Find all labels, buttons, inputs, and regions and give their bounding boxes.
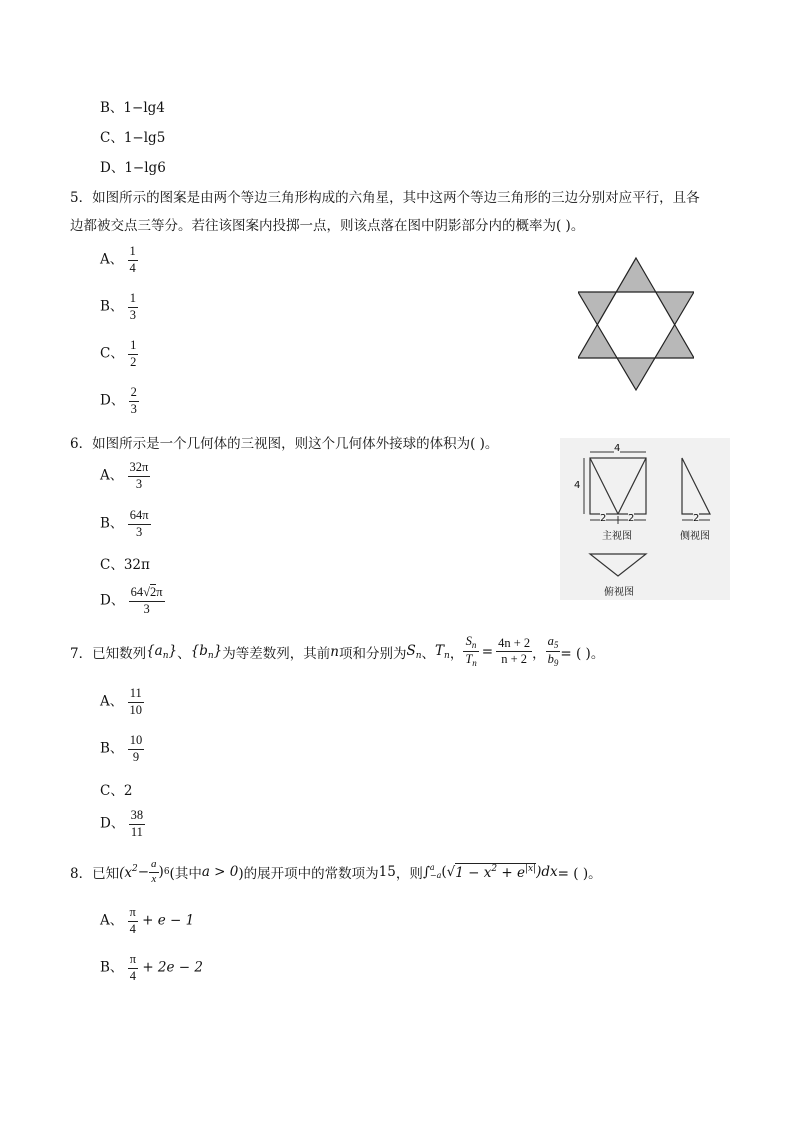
fraction — [128, 244, 138, 276]
radicand: 2 — [150, 585, 157, 599]
seq-a-close: } — [168, 642, 178, 659]
numerator — [129, 585, 165, 602]
q6-option-b — [100, 508, 151, 540]
num-coef: 64 — [130, 585, 144, 599]
integral-bounds — [430, 864, 441, 880]
q6-option-c — [100, 553, 150, 573]
ratio-S: S — [465, 634, 472, 648]
denominator: 4 — [129, 968, 136, 983]
question-tail: = ( )。 — [560, 645, 605, 662]
question-text: ，则 — [395, 866, 423, 883]
sqrt-text: 1 − x — [455, 865, 492, 882]
x-open: (x — [119, 864, 132, 881]
denominator: 10 — [129, 702, 143, 717]
denominator: 3 — [130, 401, 137, 416]
q8-option-a — [100, 905, 194, 937]
fraction — [128, 338, 138, 370]
expr-power: 6 — [163, 867, 170, 878]
numerator: 1 — [128, 291, 138, 308]
three-view-figure — [560, 438, 730, 600]
hexagram-figure — [578, 256, 694, 392]
S-main: S — [406, 642, 416, 659]
option-label: B、 — [100, 298, 124, 315]
q4-option-d — [100, 156, 166, 176]
top-view-label: 俯视图 — [604, 587, 634, 598]
seq-a-sub: n — [162, 650, 169, 661]
q5-option-d — [100, 385, 139, 417]
question-text: 已知数列 — [92, 645, 147, 662]
separator: 、 — [177, 645, 191, 662]
numerator: 2 — [129, 385, 139, 402]
option-label: B、 — [100, 740, 124, 757]
numerator: a — [149, 858, 159, 873]
S-sub: n — [415, 650, 422, 661]
a-over-x — [149, 858, 159, 887]
option-label: B、 — [100, 100, 124, 116]
integrand-open: ( — [441, 864, 447, 881]
pi: π — [156, 585, 163, 599]
fraction — [128, 291, 138, 323]
question-text: 如图所示的图案是由两个等边三角形构成的六角星，其中这两个等边三角形的三边分别对应平行，且各 — [92, 190, 700, 206]
T-main: T — [435, 642, 445, 659]
denominator: 3 — [143, 601, 150, 616]
sqrt-square: 2 — [491, 864, 498, 875]
front-view-label: 主视图 — [602, 531, 632, 542]
question-text: 项和分别为 — [338, 645, 407, 662]
q7-line — [70, 634, 604, 670]
ratio-T-sub: n — [472, 658, 477, 669]
ask-num — [546, 634, 561, 652]
dim-left: 4 — [574, 480, 581, 491]
ratio-fraction — [463, 634, 478, 670]
sqrt-body — [455, 863, 536, 881]
seq-b-sub: n — [207, 650, 214, 661]
fraction — [128, 508, 151, 540]
rhs-num: 4n + 2 — [496, 636, 532, 653]
q4-option-b — [100, 96, 165, 116]
var-T — [435, 643, 450, 661]
seq-b-main: {b — [190, 642, 208, 659]
dim-top: 4 — [614, 443, 621, 454]
option-label: A、 — [100, 251, 124, 268]
question-number: 8． — [70, 866, 93, 883]
denominator: x — [151, 872, 157, 885]
question-text: 如图所示是一个几何体的三视图，则这个几何体外接球的体积为( )。 — [92, 436, 499, 452]
seq-a — [146, 643, 177, 661]
shaded-tip-lower-right — [655, 325, 694, 358]
question-text: )的展开项中的常数项为 — [238, 866, 379, 883]
ratio-num — [463, 634, 478, 652]
var-S — [406, 643, 421, 661]
numerator: 64π — [128, 508, 151, 525]
shaded-tip-upper-left — [578, 292, 617, 325]
condition: a > 0 — [201, 864, 239, 881]
option-label: D、 — [100, 160, 125, 176]
denominator: 2 — [130, 354, 137, 369]
denominator: 3 — [129, 307, 136, 322]
shaded-tip-lower-left — [578, 325, 617, 358]
side-view-triangle — [682, 458, 710, 514]
question-tail: = ( )。 — [557, 866, 602, 883]
integral — [423, 864, 442, 880]
seq-a-main: {a — [146, 642, 163, 659]
ask-a-sub: 5 — [553, 640, 559, 650]
denominator: 9 — [132, 749, 140, 764]
fraction — [129, 385, 139, 417]
q5-option-c — [100, 338, 138, 370]
option-text: 1−lg5 — [123, 130, 166, 146]
fraction — [129, 808, 146, 840]
three-view-drawing — [560, 438, 730, 600]
dim-side: 2 — [693, 513, 700, 524]
q7-option-d — [100, 808, 145, 840]
numerator: 32π — [128, 460, 151, 477]
question-number: 7． — [70, 645, 93, 662]
dim-bottom-right: 2 — [628, 513, 635, 524]
front-view-square — [590, 458, 646, 514]
fraction — [128, 952, 138, 984]
dim-bottom-left: 2 — [600, 513, 607, 524]
option-text: 2 — [123, 783, 133, 799]
fraction — [128, 733, 145, 765]
option-rest: + e − 1 — [142, 912, 195, 929]
q7-option-b — [100, 733, 144, 765]
q8-option-b — [100, 952, 203, 984]
seq-b-close: } — [213, 642, 223, 659]
numerator: 11 — [128, 686, 145, 703]
option-text: 32π — [123, 557, 150, 573]
ask-den — [546, 652, 561, 669]
fraction — [128, 460, 151, 492]
fraction — [128, 686, 145, 718]
fraction — [128, 905, 138, 937]
ratio-S-sub: n — [471, 640, 477, 650]
question-text: 已知 — [92, 866, 120, 883]
denominator: 4 — [129, 921, 136, 936]
var-n: n — [330, 643, 339, 660]
sqrt-sign: √ — [446, 864, 456, 881]
question-text: 边都被交点三等分。若往该图案内投掷一点，则该点落在图中阴影部分内的概率为( )。 — [70, 218, 585, 234]
q8-line — [70, 858, 602, 887]
question-text: 为等差数列，其前 — [222, 645, 331, 662]
plus-e: + e — [497, 865, 525, 882]
option-label: D、 — [100, 592, 125, 609]
option-label: A、 — [100, 693, 124, 710]
constant: 15 — [378, 864, 396, 881]
fraction — [129, 585, 165, 617]
shaded-tip-upper-right — [655, 292, 694, 325]
integrand-close: )dx — [536, 864, 558, 881]
expr-open — [119, 864, 138, 881]
top-view-triangle — [590, 554, 646, 576]
front-diag-right — [618, 458, 646, 514]
ask-a: a — [547, 634, 554, 648]
ratio-T: T — [465, 652, 473, 667]
option-label: D、 — [100, 392, 125, 409]
rhs-fraction — [496, 636, 532, 668]
side-view-label: 侧视图 — [680, 531, 710, 542]
x-square: 2 — [131, 863, 138, 874]
numerator: 1 — [128, 338, 138, 355]
q5-option-a — [100, 244, 138, 276]
expr-close: ) — [158, 864, 164, 881]
option-text: 1−lg4 — [123, 100, 165, 116]
option-label: C、 — [100, 345, 124, 362]
numerator: π — [128, 905, 138, 922]
q6-option-a — [100, 460, 150, 492]
e-power: |x| — [525, 864, 537, 875]
numerator: 38 — [129, 808, 146, 825]
upper-bound: a — [429, 863, 435, 873]
numerator: 1 — [128, 244, 138, 261]
numerator: 10 — [128, 733, 145, 750]
option-label: B、 — [100, 959, 124, 976]
sqrt-sign: √ — [143, 585, 150, 599]
option-label: C、 — [100, 783, 124, 799]
shaded-tip-top — [617, 258, 655, 292]
q5-line2 — [70, 214, 584, 234]
option-label: B、 — [100, 515, 124, 532]
q7-option-c — [100, 779, 132, 799]
option-label: A、 — [100, 467, 124, 484]
question-number: 6． — [70, 436, 93, 452]
numerator: π — [128, 952, 138, 969]
q5-line1 — [70, 186, 700, 206]
q4-option-c — [100, 126, 165, 146]
seq-b — [191, 643, 223, 661]
option-text: 1−lg6 — [124, 160, 166, 176]
denominator: 3 — [135, 476, 143, 491]
question-text: (其中 — [169, 866, 202, 883]
comma: ， — [449, 645, 464, 662]
option-label: D、 — [100, 815, 125, 832]
option-label: A、 — [100, 912, 124, 929]
separator: 、 — [421, 645, 435, 662]
denominator: 3 — [136, 524, 143, 539]
denominator: 4 — [129, 260, 136, 275]
option-label: C、 — [100, 130, 124, 146]
equals: = — [481, 643, 494, 660]
ratio-den — [463, 652, 478, 669]
front-diag-left — [590, 458, 618, 514]
rhs-den: n + 2 — [501, 652, 528, 667]
ask-b-sub: 9 — [553, 658, 559, 669]
ask-fraction — [546, 634, 561, 670]
T-sub: n — [444, 650, 450, 661]
lower-bound: −a — [429, 871, 442, 881]
option-rest: + 2e − 2 — [142, 959, 203, 976]
q7-option-a — [100, 686, 144, 718]
option-label: C、 — [100, 557, 124, 573]
question-number: 5． — [70, 190, 93, 206]
minus: − — [137, 864, 150, 881]
comma: ， — [532, 645, 546, 662]
q6-line — [70, 432, 498, 452]
ask-b: b — [547, 652, 554, 667]
q5-option-b — [100, 291, 138, 323]
integral-sign: ∫ — [422, 864, 430, 881]
shaded-tip-bottom — [617, 358, 655, 390]
denominator: 11 — [130, 824, 143, 839]
q6-option-d — [100, 585, 165, 617]
